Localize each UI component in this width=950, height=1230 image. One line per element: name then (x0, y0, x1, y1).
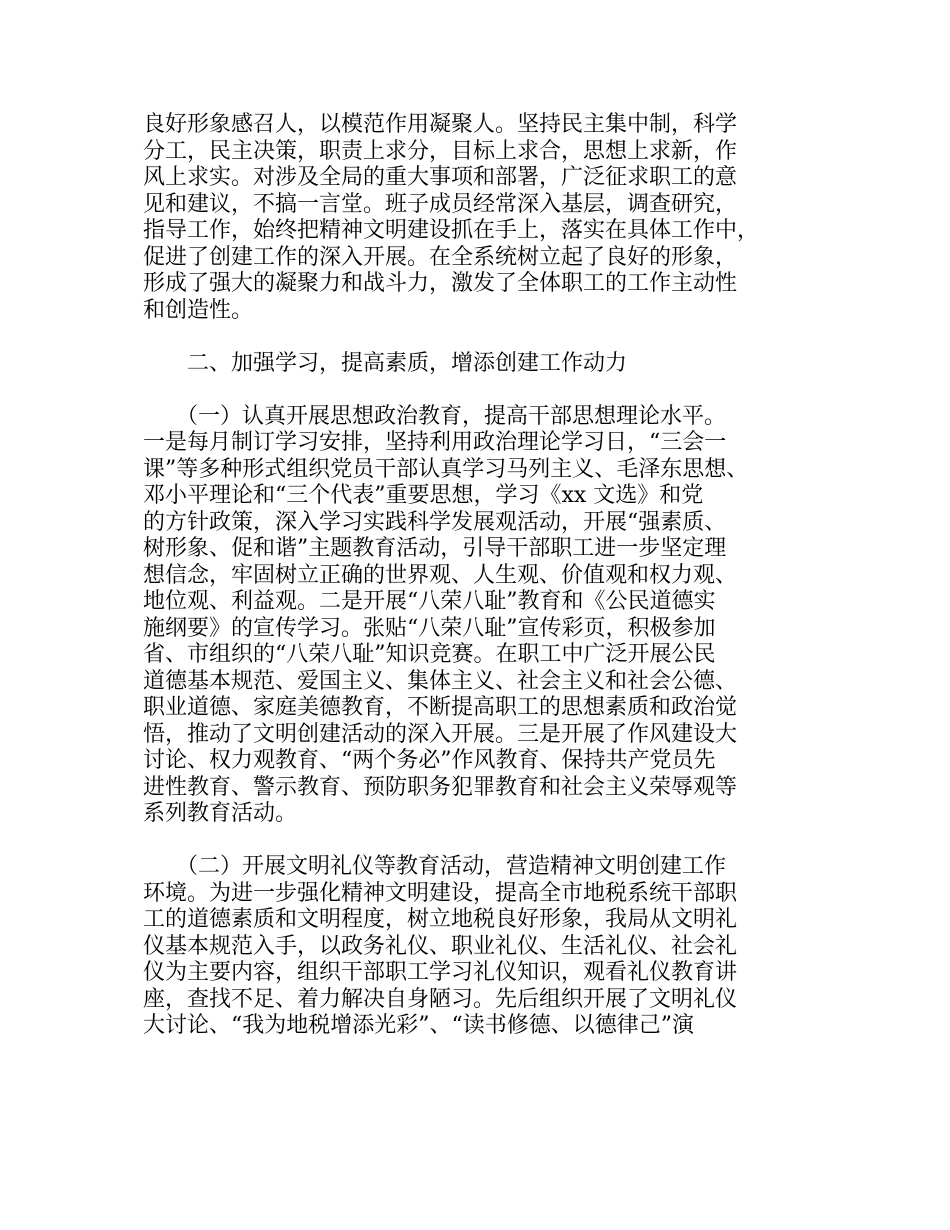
text-line: 省、市组织的“八荣八耻”知识竞赛。在职工中广泛开展公民 (143, 642, 716, 667)
paragraph-spacer (143, 828, 815, 855)
text-line: 树形象、促和谐”主题教育活动，引导干部职工进一步坚定理 (143, 536, 727, 561)
text-line: （一）认真开展思想政治教育，提高干部思想理论水平。 (143, 403, 727, 429)
paragraph-spacer (143, 377, 815, 404)
paragraph-2 (143, 404, 815, 828)
text-line: 分工，民主决策，职责上求分，目标上求合，思想上求新，作 (143, 138, 738, 164)
text-line: 进性教育、警示教育、预防职务犯罪教育和社会主义荣辱观等 (143, 774, 738, 800)
text-line: 促进了创建工作的深入开展。在全系统树立起了良好的形象， (143, 244, 738, 270)
heading-line: 二、加强学习，提高素质，增添创建工作动力 (143, 350, 628, 376)
text-line: 系列教育活动。 (143, 801, 298, 826)
text-line: 见和建议，不搞一言堂。班子成员经常深入基层，调查研究， (143, 191, 738, 217)
text-line: 和创造性。 (143, 297, 254, 323)
text-line: 的方针政策，深入学习实践科学发展观活动，开展“强素质、 (143, 509, 727, 535)
text-line: 一是每月制订学习安排，坚持利用政治理论学习日，“三会一 (143, 430, 727, 455)
text-line: 施纲要》的宣传学习。张贴“八荣八耻”宣传彩页，积极参加 (143, 615, 716, 641)
text-line: 课”等多种形式组织党员干部认真学习马列主义、毛泽东思想、 (143, 456, 749, 482)
document-body (143, 112, 815, 1040)
text-line: 邓小平理论和“三个代表”重要思想，学习《xx 文选》和党 (143, 483, 704, 508)
text-line: 良好形象感召人，以模范作用凝聚人。坚持民主集中制，科学 (143, 112, 738, 137)
text-line: 大讨论、“我为地税增添光彩”、“读书修德、以德律己”演 (143, 1013, 694, 1038)
text-line: 地位观、利益观。二是开展“八荣八耻”教育和《公民道德实 (143, 589, 716, 614)
text-line: 座，查找不足、着力解决自身陋习。先后组织开展了文明礼仪 (143, 986, 738, 1012)
text-line: 讨论、权力观教育、“两个务必”作风教育、保持共产党员先 (143, 748, 716, 773)
text-line: 形成了强大的凝聚力和战斗力，激发了全体职工的工作主动性 (143, 271, 738, 296)
text-line: 环境。为进一步强化精神文明建设，提高全市地税系统干部职 (143, 880, 738, 906)
text-line: 仪为主要内容，组织干部职工学习礼仪知识，观看礼仪教育讲 (143, 960, 738, 985)
text-line: 工的道德素质和文明程度，树立地税良好形象，我局从文明礼 (143, 907, 738, 932)
paragraph-1 (143, 112, 815, 324)
text-line: 仪基本规范入手，以政务礼仪、职业礼仪、生活礼仪、社会礼 (143, 933, 738, 959)
section-heading (143, 351, 815, 378)
paragraph-spacer (143, 324, 815, 351)
text-line: 道德基本规范、爱国主义、集体主义、社会主义和社会公德、 (143, 668, 738, 694)
text-line: 风上求实。对涉及全局的重大事项和部署，广泛征求职工的意 (143, 165, 738, 190)
paragraph-3 (143, 854, 815, 1040)
text-line: 指导工作，始终把精神文明建设抓在手上，落实在具体工作中， (143, 218, 760, 243)
text-line: 悟，推动了文明创建活动的深入开展。三是开展了作风建设大 (143, 721, 738, 747)
text-line: 职业道德、家庭美德教育，不断提高职工的思想素质和政治觉 (143, 695, 738, 720)
text-line: （二）开展文明礼仪等教育活动，营造精神文明创建工作 (143, 854, 727, 879)
text-line: 想信念，牢固树立正确的世界观、人生观、价值观和权力观、 (143, 562, 738, 588)
